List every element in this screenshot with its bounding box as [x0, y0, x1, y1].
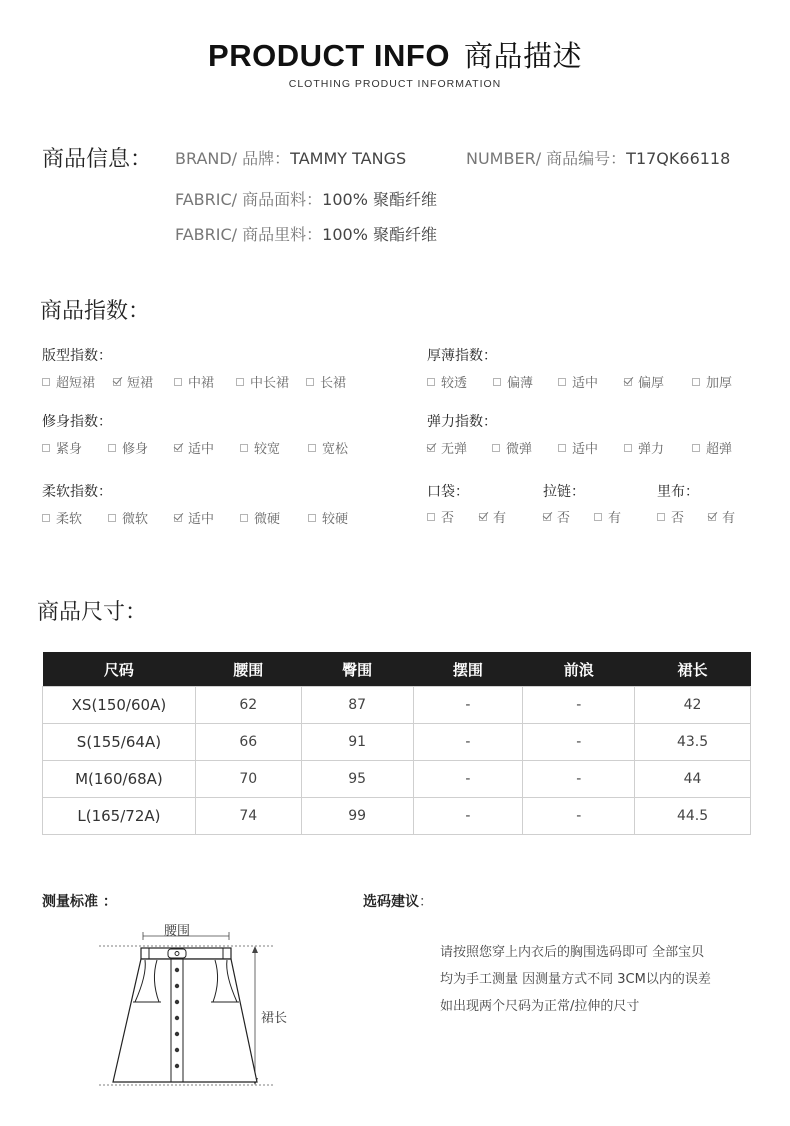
brand-value: TAMMY TANGS [290, 149, 407, 168]
option-checkbox[interactable]: 超短裙 [42, 372, 95, 391]
table-row [43, 761, 751, 798]
option-checkbox[interactable]: 否 [427, 507, 454, 526]
table-cell: 42 [635, 687, 751, 724]
page-title-cn: 商品描述 [463, 39, 582, 73]
length-label: 裙长 [261, 1011, 288, 1026]
table-row [43, 687, 751, 724]
table-cell: S(155/64A) [43, 724, 196, 761]
checkbox-unchecked-icon[interactable] [558, 378, 566, 386]
checkbox-unchecked-icon[interactable] [108, 444, 116, 452]
checkbox-unchecked-icon[interactable] [42, 514, 50, 522]
page-title [0, 34, 790, 75]
option-checkbox[interactable]: 偏厚 [624, 372, 664, 391]
option-checkbox[interactable]: 微硬 [240, 508, 280, 527]
fabric-lining-line [175, 222, 437, 245]
brand-line [175, 146, 406, 169]
fabric-outer-label: FABRIC/ 商品面料： [175, 190, 323, 209]
checkbox-checked-icon[interactable] [174, 514, 182, 522]
table-row [43, 724, 751, 761]
option-checkbox[interactable]: 较透 [427, 372, 467, 391]
column-header: 腰围 [195, 652, 301, 687]
advice-line: 如出现两个尺码为正常/拉伸的尺寸 [440, 999, 640, 1014]
checkbox-unchecked-icon[interactable] [240, 444, 248, 452]
option-checkbox[interactable]: 适中 [558, 438, 598, 457]
checkbox-unchecked-icon[interactable] [308, 514, 316, 522]
column-header: 前浪 [523, 652, 635, 687]
table-cell: 91 [301, 724, 413, 761]
skirt-diagram [95, 930, 280, 1090]
page-subtitle: CLOTHING PRODUCT INFORMATION [288, 78, 502, 90]
slim-fit-label: 修身指数： [42, 414, 112, 430]
option-checkbox[interactable]: 宽松 [308, 438, 348, 457]
softness-label: 柔软指数： [42, 484, 112, 500]
checkbox-unchecked-icon[interactable] [42, 444, 50, 452]
table-cell: - [523, 687, 635, 724]
table-cell: - [523, 798, 635, 835]
waist-label: 腰围 [164, 924, 191, 939]
fabric-outer-value: 100% 聚酯纤维 [322, 190, 437, 209]
option-checkbox[interactable]: 超弹 [692, 438, 732, 457]
fabric-outer-line [175, 187, 437, 210]
column-header: 尺码 [43, 652, 196, 687]
checkbox-unchecked-icon[interactable] [240, 514, 248, 522]
checkbox-unchecked-icon[interactable] [236, 378, 244, 386]
option-checkbox[interactable]: 否 [657, 507, 684, 526]
checkbox-checked-icon[interactable] [708, 513, 716, 521]
checkbox-unchecked-icon[interactable] [692, 444, 700, 452]
checkbox-checked-icon[interactable] [427, 444, 435, 452]
option-checkbox[interactable]: 有 [479, 507, 506, 526]
column-header: 摆围 [413, 652, 523, 687]
option-checkbox[interactable]: 微弹 [492, 438, 532, 457]
checkbox-unchecked-icon[interactable] [657, 513, 665, 521]
option-checkbox[interactable]: 有 [594, 507, 621, 526]
checkbox-unchecked-icon[interactable] [427, 378, 435, 386]
skirt-body [113, 959, 257, 1082]
option-checkbox[interactable]: 长裙 [306, 372, 346, 391]
checkbox-checked-icon[interactable] [113, 378, 121, 386]
advice-line: 均为手工测量 因测量方式不同 3CM以内的误差 [440, 972, 711, 987]
option-checkbox[interactable]: 较宽 [240, 438, 280, 457]
number-value: T17QK66118 [626, 149, 731, 168]
checkbox-unchecked-icon[interactable] [493, 378, 501, 386]
table-cell: - [413, 724, 523, 761]
advice-heading-line [363, 891, 433, 911]
size-heading: 商品尺寸： [37, 600, 148, 625]
checkbox-unchecked-icon[interactable] [692, 378, 700, 386]
checkbox-unchecked-icon[interactable] [492, 444, 500, 452]
option-checkbox[interactable]: 有 [708, 507, 735, 526]
option-checkbox[interactable]: 无弹 [427, 438, 467, 457]
option-checkbox[interactable]: 偏薄 [493, 372, 533, 391]
option-checkbox[interactable]: 紧身 [42, 438, 82, 457]
table-cell: 95 [301, 761, 413, 798]
page-title-en: PRODUCT INFO [208, 38, 450, 73]
checkbox-unchecked-icon[interactable] [108, 514, 116, 522]
column-header: 裙长 [635, 652, 751, 687]
table-cell: M(160/68A) [43, 761, 196, 798]
table-cell: - [523, 724, 635, 761]
checkbox-checked-icon[interactable] [624, 378, 632, 386]
option-checkbox[interactable]: 适中 [174, 438, 214, 457]
table-row [43, 798, 751, 835]
number-label: NUMBER/ 商品编号： [466, 149, 627, 168]
table-cell: L(165/72A) [43, 798, 196, 835]
table-cell: 74 [195, 798, 301, 835]
option-checkbox[interactable]: 适中 [174, 508, 214, 527]
brand-label: BRAND/ 品牌： [175, 149, 291, 168]
column-header: 臀围 [301, 652, 413, 687]
option-checkbox[interactable]: 较硬 [308, 508, 348, 527]
option-checkbox[interactable]: 中裙 [174, 372, 214, 391]
fabric-lining-value: 100% 聚酯纤维 [322, 225, 437, 244]
checkbox-unchecked-icon[interactable] [624, 444, 632, 452]
advice-colon: ： [419, 894, 433, 910]
option-checkbox[interactable]: 中长裙 [236, 372, 289, 391]
size-table [42, 652, 751, 835]
option-checkbox[interactable]: 加厚 [692, 372, 732, 391]
table-cell: 87 [301, 687, 413, 724]
option-checkbox[interactable]: 微软 [108, 508, 148, 527]
option-checkbox[interactable]: 短裙 [113, 372, 153, 391]
checkbox-unchecked-icon[interactable] [42, 378, 50, 386]
advice-line: 请按照您穿上内衣后的胸围选码即可 全部宝贝 [440, 945, 705, 960]
table-cell: 99 [301, 798, 413, 835]
number-line [466, 146, 730, 169]
buckle-icon [168, 949, 186, 958]
measure-heading: 测量标准 ： [42, 894, 117, 910]
table-cell: - [523, 761, 635, 798]
thickness-label: 厚薄指数： [427, 348, 497, 364]
checkbox-unchecked-icon[interactable] [174, 378, 182, 386]
table-cell: - [413, 798, 523, 835]
table-cell: 70 [195, 761, 301, 798]
indices-heading: 商品指数： [40, 299, 151, 324]
checkbox-checked-icon[interactable] [479, 513, 487, 521]
elasticity-label: 弹力指数： [427, 414, 497, 430]
table-cell: - [413, 761, 523, 798]
zipper-label: 拉链： [543, 484, 585, 500]
checkbox-unchecked-icon[interactable] [427, 513, 435, 521]
table-cell: 44.5 [635, 798, 751, 835]
option-checkbox[interactable]: 适中 [558, 372, 598, 391]
advice-heading: 选码建议 [363, 894, 419, 910]
fit-type-label: 版型指数： [42, 348, 112, 364]
table-cell: 66 [195, 724, 301, 761]
table-cell: 44 [635, 761, 751, 798]
fabric-lining-label: FABRIC/ 商品里料： [175, 225, 323, 244]
product-info-heading: 商品信息： [42, 147, 153, 172]
table-cell: XS(150/60A) [43, 687, 196, 724]
table-cell: 43.5 [635, 724, 751, 761]
checkbox-unchecked-icon[interactable] [558, 444, 566, 452]
lining-label: 里布： [657, 484, 699, 500]
table-cell: 62 [195, 687, 301, 724]
checkbox-unchecked-icon[interactable] [306, 378, 314, 386]
option-checkbox[interactable]: 修身 [108, 438, 148, 457]
checkbox-unchecked-icon[interactable] [594, 513, 602, 521]
pocket-label: 口袋： [427, 484, 469, 500]
checkbox-checked-icon[interactable] [543, 513, 551, 521]
checkbox-unchecked-icon[interactable] [308, 444, 316, 452]
size-table-header [43, 652, 751, 687]
option-checkbox[interactable]: 弹力 [624, 438, 664, 457]
table-cell: - [413, 687, 523, 724]
option-checkbox[interactable]: 否 [543, 507, 570, 526]
option-checkbox[interactable]: 柔软 [42, 508, 82, 527]
checkbox-checked-icon[interactable] [174, 444, 182, 452]
